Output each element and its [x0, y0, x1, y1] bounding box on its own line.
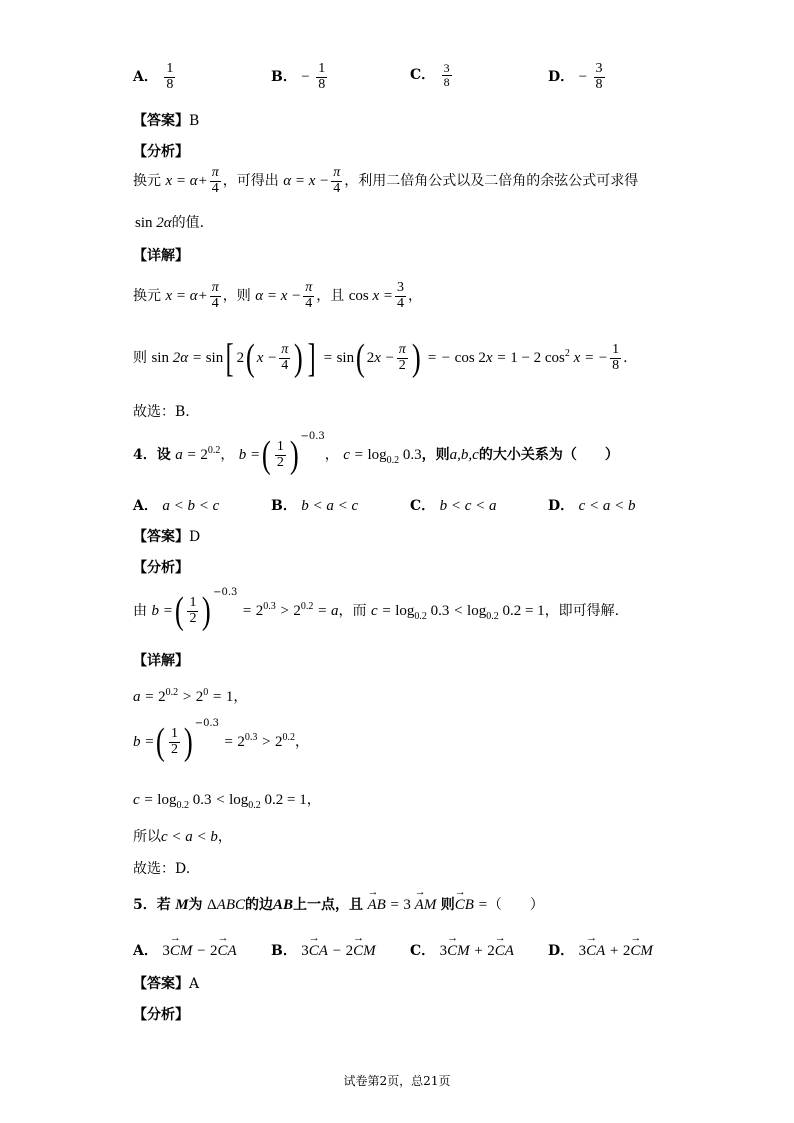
q5-option-b: B． 3→ CA − 2→ CM: [271, 940, 376, 960]
option-label: C．: [410, 67, 436, 84]
q4-answer: 【答案】D: [133, 529, 201, 545]
q4-analysis-line: 由 b =( $\frac{1}{2}$ ) $^{-0.3} = 2^{0.3} > 2^{0.2} = a$，而 $c = \log_{0.2} 0.3 < \log_{0.2} 0.2 = 1$，即可得解.: [133, 587, 620, 632]
q5-option-d: D． 3→ CA + 2→ CM: [548, 940, 653, 960]
q4-stem: 4．设 $a = 2^{0.2}$， b =( $\frac{1}{2}$ ) $^{-0.3}$， $c = \log_{0.2} 0.3$，则a,b,c的大小关系为（ ）: [133, 431, 619, 476]
q5-option-a: A． 3→ CM − 2→ CA: [133, 940, 237, 960]
option-label: D．: [548, 69, 575, 86]
q4-detail-line4: 所以c < a < b，: [133, 829, 232, 845]
q4-detail-line3: $c = \log_{0.2} 0.3 < \log_{0.2} 0.2 = 1$，: [133, 792, 321, 811]
q4-conclusion: 故选：D.: [133, 861, 191, 877]
q3-detail-line2: 则 sin 2α = sin[ 2( x − $\frac{\pi}{4}$ ) ] = sin( 2x − $\frac{\pi}{2}$ ) = − cos 2x = 1 − 2 $\cos^2 x$ = − $\frac{1}{8}$ .: [133, 335, 628, 380]
page-footer: 试卷第2页，总21页: [343, 1074, 451, 1088]
q3-analysis-line1: 换元 x = α+ $\frac{\pi}{4}$ ，可得出 α = x − $\frac{\pi}{4}$ ，利用二倍角公式以及二倍角的余弦公式可求得: [133, 165, 639, 196]
option-label: A．: [133, 69, 158, 86]
q3-option-c: C． $\frac{3}{8}$: [410, 61, 450, 89]
option-label: B．: [271, 69, 297, 86]
q4-option-a: A． a < b < c: [133, 498, 220, 514]
q3-conclusion: 故选：B.: [133, 404, 190, 420]
q5-answer: 【答案】A: [133, 976, 200, 992]
q3-analysis-line2: sin 2α的值.: [135, 215, 205, 231]
q3-detail-line1: 换元 x = α+ $\frac{\pi}{4}$ ，则 α = x − $\frac{\pi}{4}$ ，且 cos x = $\frac{3}{4}$ ，: [133, 280, 422, 311]
q3-option-b: B． − $\frac{1}{8}$: [271, 61, 326, 92]
q3-analysis-heading: 【分析】: [133, 144, 189, 160]
q3-option-d: D． − $\frac{3}{8}$: [548, 61, 603, 92]
q3-answer: 【答案】B: [133, 113, 200, 129]
q4-detail-line2: b =( $\frac{1}{2}$ ) $^{-0.3} = 2^{0.3} > 2^{0.2}$，: [133, 718, 309, 763]
q3-option-a: A． $\frac{1}{8}$: [133, 61, 174, 92]
q4-detail-heading: 【详解】: [133, 653, 189, 669]
q5-option-c: C． 3→ CM + 2→ CA: [410, 940, 514, 960]
q4-analysis-heading: 【分析】: [133, 560, 189, 576]
q5-stem: 5．若 M为 ΔABC的边AB上一点，且 → AB = 3 → AM 则→ CB =（ ）: [133, 894, 544, 914]
q3-detail-heading: 【详解】: [133, 248, 189, 264]
q5-analysis-heading: 【分析】: [133, 1007, 189, 1023]
q4-option-b: B． b < a < c: [271, 498, 359, 514]
q4-option-c: C． b < c < a: [410, 498, 497, 514]
q4-option-d: D． c < a < b: [548, 498, 636, 514]
q4-detail-line1: $a = 2^{0.2} > 2^0 = 1$，: [133, 687, 248, 705]
